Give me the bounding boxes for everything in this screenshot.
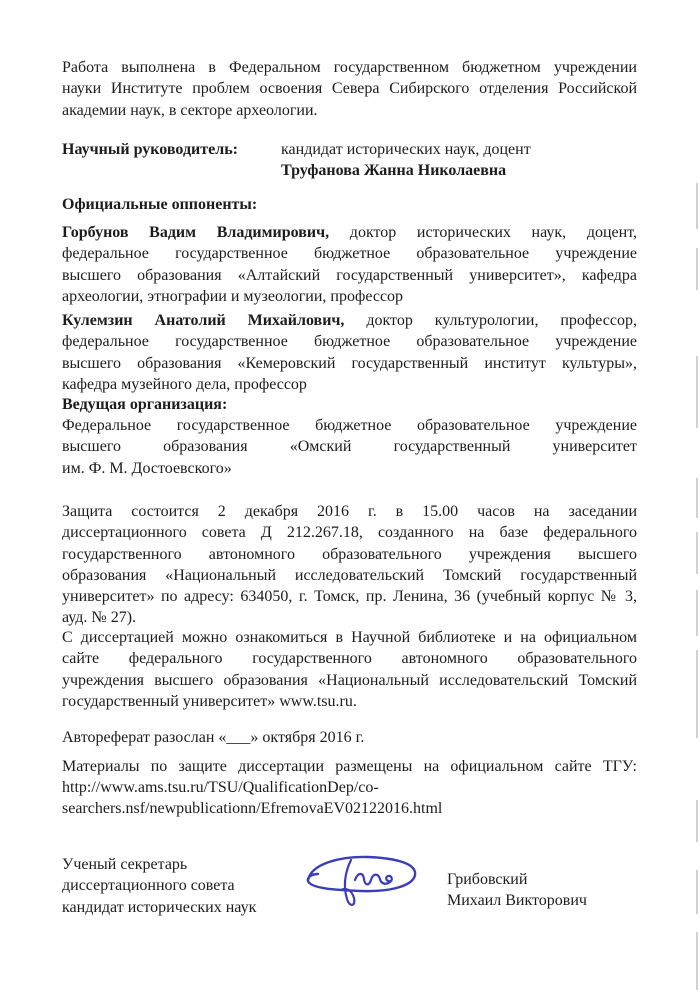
scan-artifact — [696, 248, 698, 290]
opponent-1-paragraph: Горбунов Вадим Владимирович, доктор исторических наук, доцент, федеральное государственное бюджетное образовательное учреждение высшего образования «Алтайский государственный университет», кафедра археологии, этнографии и музеологии, профессор — [62, 224, 637, 305]
supervisor-value: кандидат исторических наук, доцент Труфанова Жанна Николаевна — [281, 141, 531, 180]
defense-paragraph: Защита состоится 2 декабря 2016 г. в 15.00 часов на заседании диссертационного совета Д 212.267.18, созданного на базе федерального государственного автономного образовательного учреждения высшего образования «Национальный исследовательский Томский государственный университет» по адресу: 634050, г. Томск, пр. Ленина, 36 (учебный корпус № 3, ауд. № 27). — [62, 503, 637, 627]
scan-artifact — [696, 532, 698, 574]
leading-organization-paragraph: Федеральное государственное бюджетное образовательное учреждение высшего образования «Омский государственный университет им. Ф. М. Достоевского» — [62, 417, 637, 477]
opponents-heading: Официальные оппоненты: — [62, 196, 258, 213]
materials-url-lines: http://www.ams.tsu.ru/TSU/QualificationDep/co- searchers.nsf/newpublicationn/EfremovaEV02122016.html — [62, 779, 443, 818]
leading-organization-heading: Ведущая организация: — [62, 396, 228, 413]
scan-artifact — [696, 800, 698, 842]
signature — [298, 850, 430, 914]
supervisor-label: Научный руководитель: — [62, 141, 238, 158]
secretary-position-block: Ученый секретарь диссертационного совета кандидат исторических наук — [62, 856, 257, 916]
scan-artifact — [696, 650, 698, 738]
opponent-2-paragraph: Кулемзин Анатолий Михайлович, доктор культурологии, профессор, федеральное государственное бюджетное образовательное учреждение высшего образования «Кемеровский государственный институт культуры», кафедра музейного дела, профессор — [62, 312, 637, 393]
abstract-mailed-line: Автореферат разослан «___» октября 2016 г. — [62, 729, 365, 746]
scan-artifact — [696, 870, 698, 914]
scan-artifact — [696, 932, 698, 990]
scan-artifact — [696, 590, 698, 636]
scan-artifact — [696, 478, 698, 518]
affiliation-paragraph: Работа выполнена в Федеральном государственном бюджетном учреждении науки Институте проблем освоения Севера Сибирского отделения Российской академии наук, в секторе археологии. — [62, 59, 637, 119]
scan-artifact — [696, 183, 698, 229]
secretary-name-block: Грибовский Михаил Викторович — [447, 871, 587, 910]
materials-intro-line: Материалы по защите диссертации размещены на официальном сайте ТГУ: — [62, 758, 637, 775]
scan-artifact — [696, 356, 698, 428]
library-access-paragraph: С диссертацией можно ознакомиться в Научной библиотеке и на официальном сайте федерального государственного автономного образовательного учреждения высшего образования «Национальный исследовательский Томский государственный университет» www.tsu.ru. — [62, 629, 637, 710]
